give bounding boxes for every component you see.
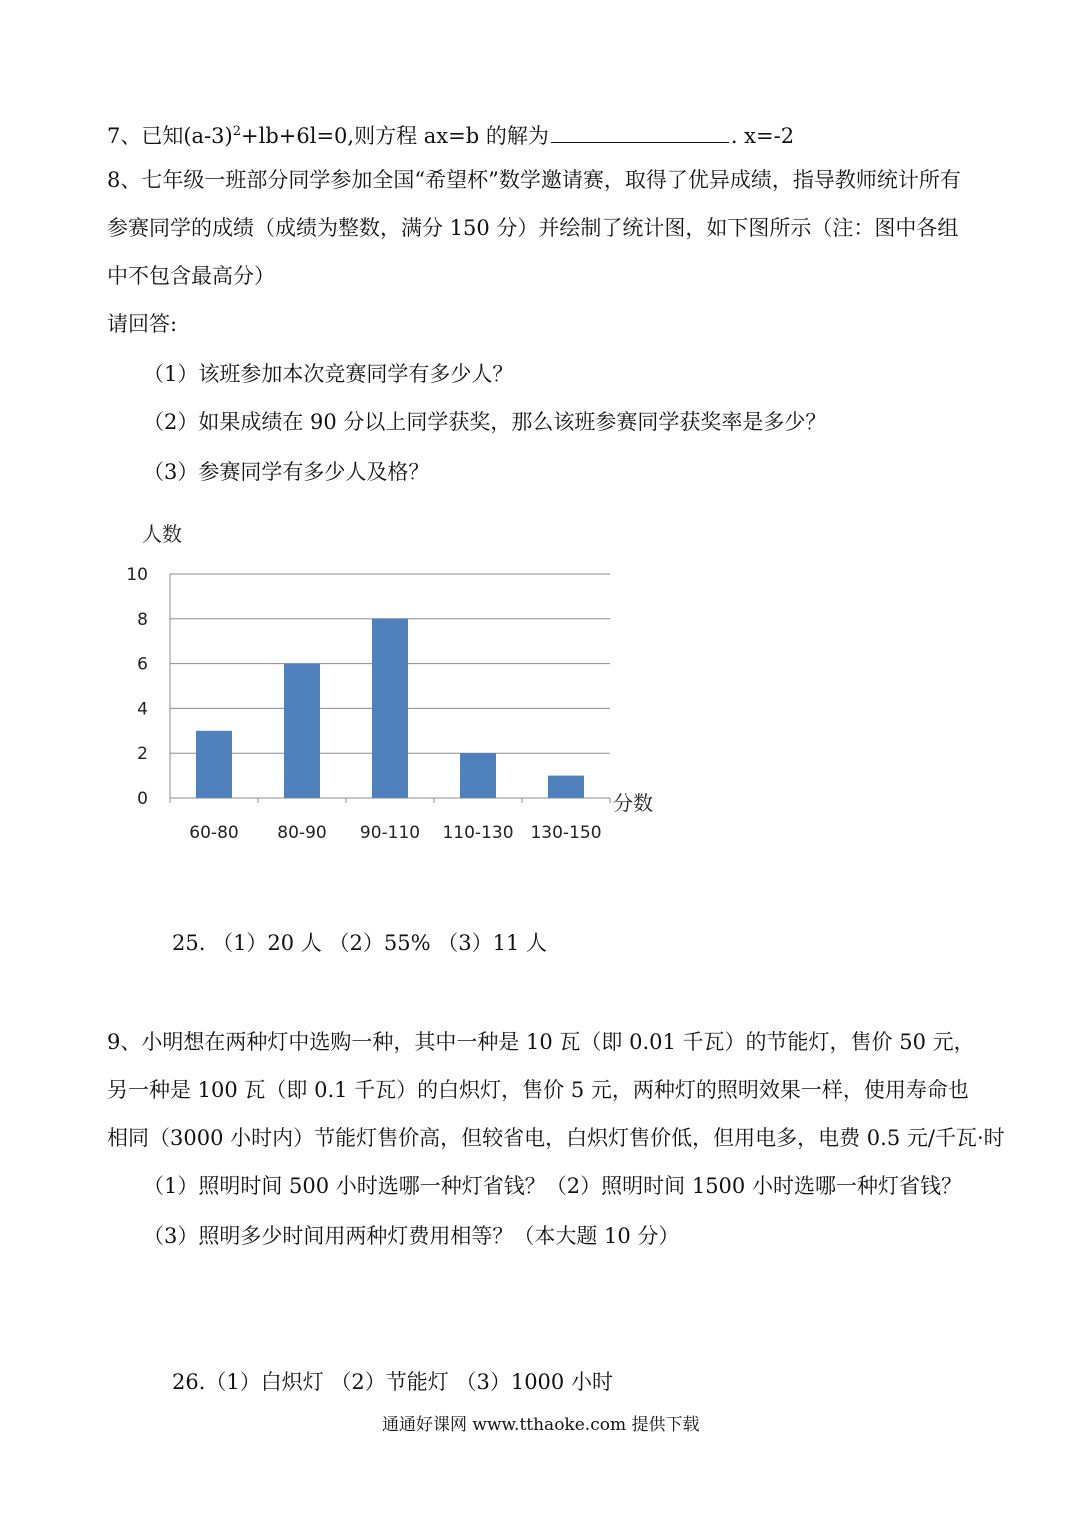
y-tick-label: 6: [137, 654, 148, 675]
q9-line-1: 9、小明想在两种灯中选购一种，其中一种是 10 瓦（即 0.01 千瓦）的节能灯，售价 50 元，: [107, 1030, 975, 1054]
x-axis-label: 分数: [613, 791, 653, 815]
q8-line-1: 8、七年级一班部分同学参加全国“希望杯”数学邀请赛，取得了优异成绩，指导教师统计所有: [107, 168, 961, 192]
q7-exponent: 2: [232, 124, 242, 139]
y-tick-label: 0: [137, 789, 148, 809]
q8-sub-1: （1）该班参加本次竞赛同学有多少人？: [143, 362, 514, 386]
q7-middle: +lb+6l=0,则方程 ax=b 的解为: [241, 124, 549, 148]
x-tick-label: 130-150: [530, 823, 602, 843]
q8-line-2: 参赛同学的成绩（成绩为整数，满分 150 分）并绘制了统计图，如下图所示（注：图中各组: [107, 216, 959, 240]
bar-110-130: [460, 753, 496, 798]
y-tick-label: 10: [126, 565, 148, 585]
y-tick-label: 4: [137, 699, 148, 720]
q9-line-3: 相同（3000 小时内）节能灯售价高，但较省电，白炽灯售价低，但用电多，电费 0.5 元/千瓦·时: [107, 1126, 1005, 1150]
q7-prefix: 7、已知(a-3): [107, 124, 233, 148]
y-tick-labels: [126, 565, 148, 809]
y-tick-label: 2: [137, 744, 148, 765]
y-tick-label: 8: [137, 609, 148, 630]
bar-130-150: [548, 776, 584, 798]
answer-25: 25. （1）20 人 （2）55% （3）11 人: [172, 931, 547, 955]
x-tick-labels: [189, 823, 601, 843]
q9-line-2: 另一种是 100 瓦（即 0.1 千瓦）的白炽灯，售价 5 元，两种灯的照明效果一样，使用寿命也: [107, 1078, 969, 1102]
q8-sub-3: （3）参赛同学有多少人及格？: [143, 460, 430, 484]
q9-sub-2: （3）照明多少时间用两种灯费用相等？（本大题 10 分）: [143, 1224, 680, 1248]
y-axis-label: 人数: [142, 522, 182, 546]
bar-90-110: [372, 619, 408, 798]
q9-sub-1: （1）照明时间 500 小时选哪一种灯省钱？（2）照明时间 1500 小时选哪一种灯省钱？: [143, 1174, 962, 1198]
score-bar-chart: [110, 515, 690, 855]
footer-credit: 通通好课网 www.tthaoke.com 提供下载: [382, 1415, 700, 1435]
x-tick-label: 90-110: [359, 823, 421, 843]
x-tick-label: 110-130: [442, 823, 514, 843]
x-tick-label: 80-90: [277, 823, 327, 843]
q8-line-3: 中不包含最高分）: [107, 264, 275, 288]
q7-suffix: . x=-2: [730, 124, 795, 148]
q8-sub-2: （2）如果成绩在 90 分以上同学获奖，那么该班参赛同学获奖率是多少？: [143, 410, 827, 434]
q8-prompt: 请回答:: [107, 312, 178, 336]
x-tick-label: 60-80: [189, 823, 239, 843]
answer-26: 26.（1）白炽灯 （2）节能灯 （3）1000 小时: [172, 1370, 613, 1394]
bar-60-80: [196, 731, 232, 798]
bar-80-90: [284, 664, 320, 798]
question-7: [107, 118, 794, 150]
answer-blank: [551, 122, 729, 143]
